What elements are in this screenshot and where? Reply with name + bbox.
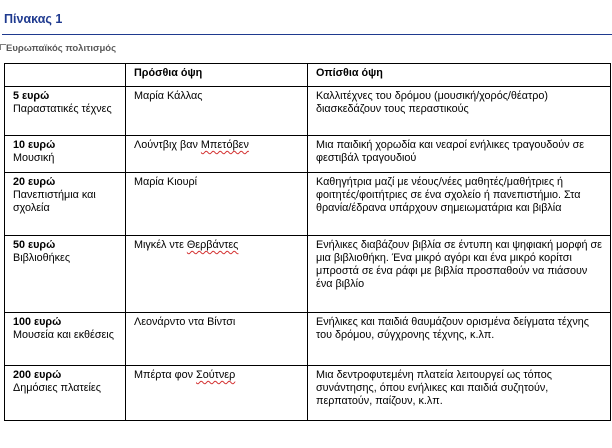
table-caption: Ευρωπαϊκός πολιτισμός xyxy=(6,43,117,54)
table-header-row xyxy=(5,64,611,87)
back-cell: Καλλιτέχνες του δρόμου (μουσική/χορός/θέατρο) διασκεδάζουν τους περαστικούς xyxy=(308,87,611,136)
back-cell: Μια παιδική χορωδία και νεαροί ενήλικες τραγουδούν σε φεστιβάλ τραγουδιού xyxy=(308,136,611,173)
back-cell: Μια δεντροφυτεμένη πλατεία λειτουργεί ως τόπος συνάντησης, όπου ενήλικες και παιδιά συζητούν, περπατούν, παίζουν, κ.λπ. xyxy=(308,366,611,421)
front-text: Μπέρτα φον xyxy=(134,369,197,381)
front-cell xyxy=(126,136,308,173)
denomination-cell xyxy=(5,313,126,366)
denomination-theme: Μουσεία και εκθέσεις xyxy=(13,329,114,341)
table-row xyxy=(5,136,611,173)
denomination-value: 50 ευρώ xyxy=(13,239,56,251)
page-title: Πίνακας 1 xyxy=(4,12,63,26)
denomination-cell xyxy=(5,236,126,313)
denomination-cell xyxy=(5,87,126,136)
denomination-theme: Δημόσιες πλατείες xyxy=(13,382,101,394)
denomination-theme: Βιβλιοθήκες xyxy=(13,252,71,264)
spellcheck-flagged-word[interactable]: Θερβάντες xyxy=(186,239,239,251)
back-cell: Ενήλικες διαβάζουν βιβλία σε έντυπη και ψηφιακή μορφή σε μια βιβλιοθήκη. Ένα μικρό αγόρι και ένα μικρό κορίτσι μπροστά σε ένα ράφι με βιβλία προσπαθούν να πιάσουν ένα βιβλίο xyxy=(308,236,611,313)
table-row xyxy=(5,313,611,366)
front-cell xyxy=(126,236,308,313)
front-cell xyxy=(126,173,308,236)
back-cell: Ενήλικες και παιδιά θαυμάζουν ορισμένα δείγματα τέχνης του δρόμου, σύγχρονης τέχνης, κ.λπ. xyxy=(308,313,611,366)
table-row xyxy=(5,87,611,136)
column-header-back: Οπίσθια όψη xyxy=(308,64,611,87)
front-text: Μαρία Κάλλας xyxy=(134,90,203,102)
denomination-cell xyxy=(5,366,126,421)
table-row xyxy=(5,366,611,421)
front-cell xyxy=(126,366,308,421)
denomination-cell xyxy=(5,173,126,236)
spellcheck-flagged-word[interactable]: Σούτνερ xyxy=(196,369,236,381)
title-divider xyxy=(2,34,612,35)
front-text: Λεονάρντο ντα Βίντσι xyxy=(134,316,236,328)
front-text: Μιγκέλ ντε xyxy=(134,239,187,251)
banknote-table xyxy=(4,63,611,421)
front-text: Λούντβιχ βαν xyxy=(134,139,201,151)
front-cell xyxy=(126,87,308,136)
front-cell xyxy=(126,313,308,366)
front-text: Μαρία Κιουρί xyxy=(134,176,198,188)
denomination-value: 100 ευρώ xyxy=(13,316,62,328)
back-cell: Καθηγήτρια μαζί με νέους/νέες μαθητές/μαθήτριες ή φοιτητές/φοιτήτριες σε ένα σχολείο ή πανεπιστήμιο. Στα θρανία/έδρανα υπάρχουν σημειωματάρια και βιβλία xyxy=(308,173,611,236)
denomination-theme: Πανεπιστήμια και σχολεία xyxy=(13,189,96,214)
denomination-cell xyxy=(5,136,126,173)
denomination-value: 200 ευρώ xyxy=(13,369,62,381)
denomination-value: 10 ευρώ xyxy=(13,139,56,151)
column-header-denomination xyxy=(5,64,126,87)
denomination-value: 20 ευρώ xyxy=(13,176,56,188)
denomination-theme: Παραστατικές τέχνες xyxy=(13,103,112,115)
table-row xyxy=(5,173,611,236)
denomination-value: 5 ευρώ xyxy=(13,90,50,102)
denomination-theme: Μουσική xyxy=(13,152,55,164)
table-row xyxy=(5,236,611,313)
spellcheck-flagged-word[interactable]: Μπετόβεν xyxy=(200,139,249,151)
column-header-front: Πρόσθια όψη xyxy=(126,64,308,87)
